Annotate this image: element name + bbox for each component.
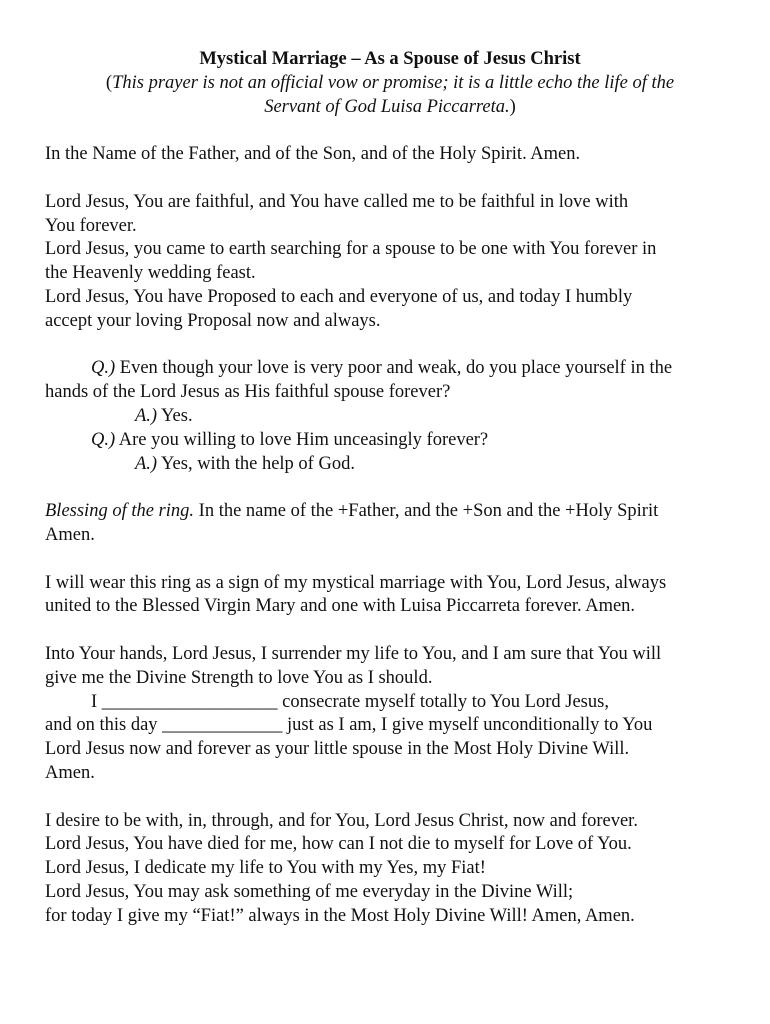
opening-line: Lord Jesus, You are faithful, and You have called me to be faithful in love with: [45, 191, 629, 212]
opening-line: the Heavenly wedding feast.: [45, 263, 256, 284]
ring-line: united to the Blessed Virgin Mary and one with Luisa Piccarreta forever. Amen.: [45, 596, 636, 617]
blessing-amen: Amen.: [45, 524, 95, 545]
consecration-line: Into Your hands, Lord Jesus, I surrender my life to You, and I am sure that You will: [45, 643, 662, 664]
question-text: Are you willing to love Him unceasingly forever?: [115, 429, 489, 450]
consecration-line: Lord Jesus now and forever as your little spouse in the Most Holy Divine Will.: [45, 739, 630, 760]
question-2: [45, 429, 735, 453]
question-1: [45, 357, 735, 381]
document-subtitle-line-2: [45, 96, 735, 120]
consecration-line: give me the Divine Strength to love You as I should.: [45, 667, 433, 688]
question-marker: Q.): [91, 358, 116, 379]
blessing-label: Blessing of the ring.: [45, 501, 195, 522]
question-text: Even though your love is very poor and weak, do you place yourself in the: [115, 358, 673, 379]
document-title: Mystical Marriage – As a Spouse of Jesus Christ: [199, 49, 581, 69]
question-answer-section: [45, 357, 735, 476]
consecration-line: and on this day _____________ just as I am, I give myself unconditionally to You: [45, 715, 653, 736]
consecration-line: Amen.: [45, 762, 95, 783]
ring-paragraph: [45, 572, 735, 620]
blessing-line: [45, 500, 735, 524]
opening-line: You forever.: [45, 215, 137, 236]
subtitle-text-2: Servant of God Luisa Piccarreta.: [264, 96, 510, 117]
closing-line: Lord Jesus, You may ask something of me everyday in the Divine Will;: [45, 881, 574, 902]
ring-line: I will wear this ring as a sign of my mystical marriage with You, Lord Jesus, always: [45, 572, 667, 593]
subtitle-close-paren: ): [509, 96, 516, 117]
subtitle-text-1: This prayer is not an official vow or promise; it is a little echo the life of the: [112, 72, 675, 93]
opening-paragraph: [45, 191, 735, 334]
subtitle-open-paren: (: [105, 72, 113, 93]
answer-text: Yes, with the help of God.: [157, 453, 355, 474]
invocation: In the Name of the Father, and of the Son, and of the Holy Spirit. Amen.: [45, 144, 581, 165]
answer-marker: A.): [135, 453, 158, 474]
document-subtitle-line-1: [45, 72, 735, 96]
document-page: [45, 48, 735, 928]
answer-marker: A.): [135, 405, 158, 426]
closing-paragraph: [45, 810, 735, 929]
answer-text: Yes.: [157, 405, 193, 426]
closing-line: I desire to be with, in, through, and for You, Lord Jesus Christ, now and forever.: [45, 810, 638, 831]
closing-line: Lord Jesus, You have died for me, how can I not die to myself for Love of You.: [45, 834, 632, 855]
consecration-name-line: I ___________________ consecrate myself totally to You Lord Jesus,: [91, 691, 609, 712]
consecration-paragraph: [45, 643, 735, 786]
answer-2: [45, 453, 735, 477]
opening-line: Lord Jesus, you came to earth searching for a spouse to be one with You forever in: [45, 239, 657, 260]
question-1-continued: hands of the Lord Jesus as His faithful spouse forever?: [45, 382, 451, 403]
closing-line: Lord Jesus, I dedicate my life to You with my Yes, my Fiat!: [45, 858, 486, 879]
closing-line: for today I give my “Fiat!” always in the Most Holy Divine Will! Amen, Amen.: [45, 905, 635, 926]
opening-line: accept your loving Proposal now and always.: [45, 310, 381, 331]
question-marker: Q.): [91, 429, 116, 450]
answer-1: [45, 405, 735, 429]
blessing-text: In the name of the +Father, and the +Son and the +Holy Spirit: [194, 501, 659, 522]
blessing-paragraph: [45, 500, 735, 548]
opening-line: Lord Jesus, You have Proposed to each and everyone of us, and today I humbly: [45, 286, 633, 307]
